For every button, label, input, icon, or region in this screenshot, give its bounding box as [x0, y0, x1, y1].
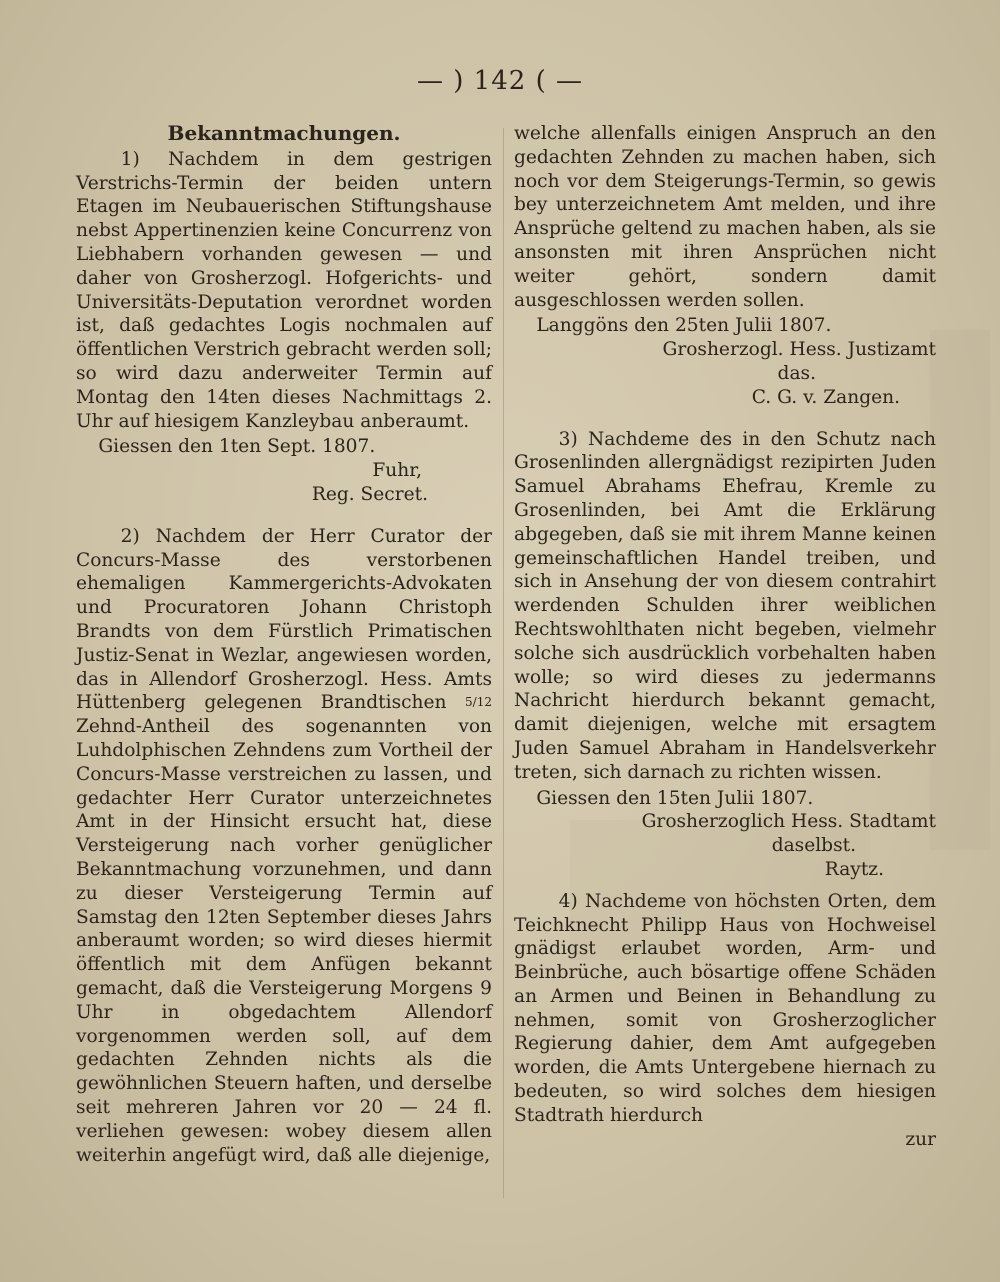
column-divider [503, 128, 504, 1198]
right-column [514, 122, 936, 1151]
page-number: — ) 142 ( — [417, 66, 583, 96]
notice-3-date: Giessen den 15ten Julii 1807. [536, 787, 814, 809]
section-heading: Bekanntmachungen. [167, 121, 401, 145]
notice-2-signature-place: das. [777, 362, 816, 384]
notice-3-signature-place: daselbst. [771, 835, 856, 857]
notice-4-text: 4) Nachdeme von höchsten Orten, dem Teichknecht Philipp Haus von Hochweisel gnädigst erlaubet worden, Arm- und Beinbrüche, auch bösartige offene Schäden an Armen und Beinen in Behandlung zu nehmen, somit von Grosherzoglicher Regierung dahier, dem Amt aufgegeben worden, die Amts Untergebene hiernach zu bedeuten, so wird solches dem hiesigen Stadtrath hierdurch [514, 890, 936, 1126]
notice-2-text-part-a: 2) Nachdem der Herr Curator der Concurs-Masse des verstorbenen ehemaligen Kammergerichts-Advokaten und Procuratoren Johann Christoph Brandts von dem Fürstlich Primatischen Justiz-Senat in Wezlar, angewiesen worden, das in Allendorf Grosherzogl. Hess. Amts Hüttenberg gelegenen Brandtischen [76, 525, 492, 714]
notice-3-signature-name: Raytz. [824, 858, 884, 880]
notice-1-signature-title: Reg. Secret. [311, 483, 428, 505]
left-column [76, 122, 492, 1167]
notice-2-date: Langgöns den 25ten Julii 1807. [536, 315, 832, 337]
notice-1-text: 1) Nachdem in dem gestrigen Verstrichs-Termin der beiden untern Etagen im Neubauerischen Stiftungshause nebst Appertinenzien keine Concurrenz von Liebhabern vorhanden gewesen — und daher von Grosherzogl. Hofgerichts- und Universitäts-Deputation verordnet worden ist, daß gedachtes Logis nochmalen auf öffentlichen Verstrich gebracht werden soll; so wird dazu anderweiter Termin auf Montag den 14ten dieses Nachmittags 2. Uhr auf hiesigem Kanzleybau anberaumt. [76, 148, 492, 432]
notice-2-text [76, 525, 492, 1168]
notice-1-signature-name: Fuhr, [372, 460, 422, 482]
notice-2-fraction: 5/12 [465, 695, 492, 710]
notice-2-continuation: welche allenfalls einigen Anspruch an den gedachten Zehnden zu machen haben, sich noch vor dem Steigerungs-Termin, so gewis bey unterzeichnetem Amt melden, und ihre Ansprüche geltend zu machen haben, als sie ansonsten mit ihren Ansprüchen nicht weiter gehört, sondern damit ausgeschlossen werden sollen. [514, 123, 936, 311]
notice-2-signature-name: C. G. v. Zangen. [751, 386, 900, 408]
catchword: zur [905, 1128, 936, 1150]
notice-3-signature-office: Grosherzoglich Hess. Stadtamt [641, 811, 936, 833]
notice-1-date: Giessen den 1ten Sept. 1807. [98, 436, 376, 458]
notice-2-signature-office: Grosherzogl. Hess. Justizamt [662, 339, 936, 361]
notice-2-text-part-b: Zehnd-Antheil des sogenannten von Luhdolphischen Zehndens zum Vortheil der Concurs-Masse verstreichen zu lassen, und gedachter Herr Curator unterzeichnetes Amt in der Hinsicht ersucht hat, diese Versteigerung nach vorher genüglicher Bekanntmachung vorzunehmen, und dann zu dieser Versteigerung Termin auf Samstag den 12ten September dieses Jahrs anberaumt worden; so wird dieses hiermit öffentlich mit dem Anfügen bekannt gemacht, daß die Versteigerung Morgens 9 Uhr in obgedachtem Allendorf vorgenommen werden soll, auf dem gedachten Zehnden nichts als die gewöhnlichen Steuern haften, und derselbe seit mehreren Jahren vor 20 — 24 fl. verliehen gewesen: wobey diesem allen weiterhin angefügt wird, daß alle diejenige, [76, 716, 492, 1166]
notice-3-text: 3) Nachdeme des in den Schutz nach Grosenlinden allergnädigst rezipirten Juden Samuel Abrahams Ehefrau, Kremle zu Grosenlinden, bei Amt die Erklärung abgegeben, daß sie mit ihrem Manne keinen gemeinschaftlichen Handel treiben, und sich in Ansehung der von diesem contrahirt werdenden Schulden ihrer weiblichen Rechtswohlthaten nicht begeben, vielmehr solche sich ausdrücklich vorbehalten haben wolle; so wird dieses zu jedermanns Nachricht hierdurch bekannt gemacht, damit diejenigen, welche mit ersagtem Juden Samuel Abraham in Handelsverkehr treten, sich darnach zu richten wissen. [514, 428, 936, 783]
